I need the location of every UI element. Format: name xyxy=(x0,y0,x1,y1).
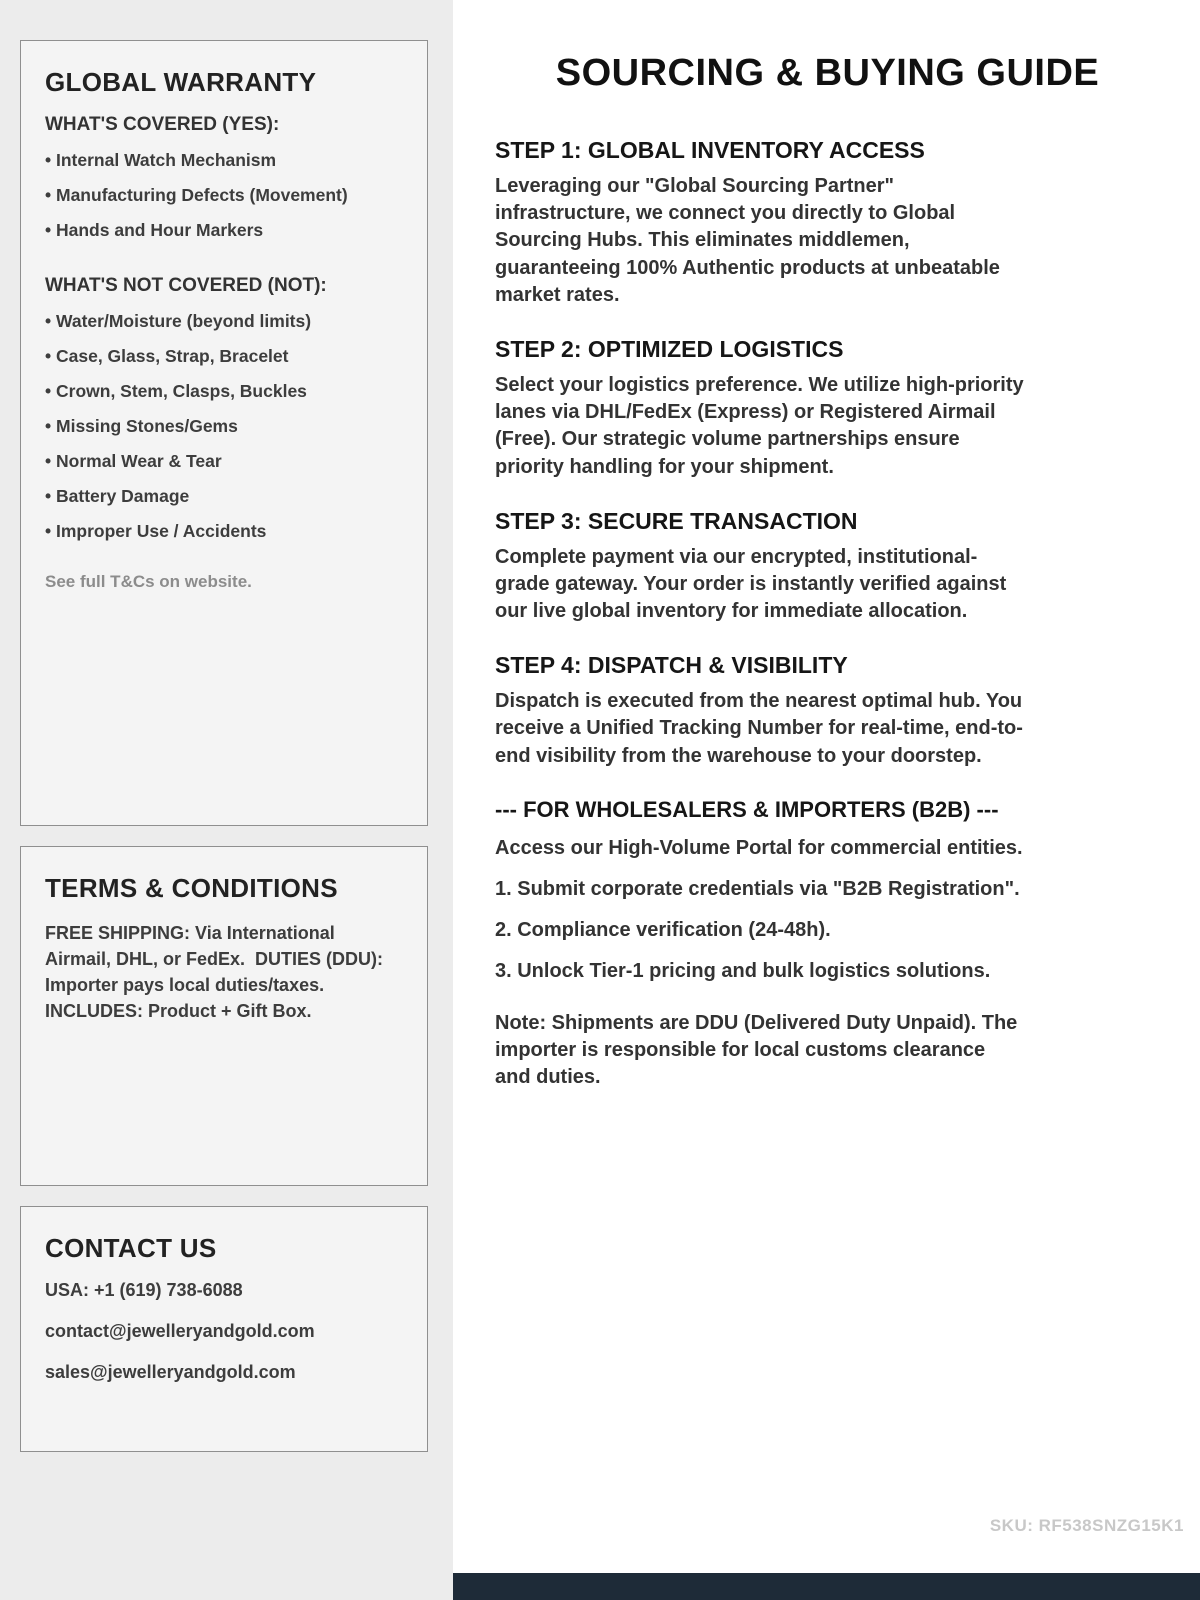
contact-email-sales: sales@jewelleryandgold.com xyxy=(45,1362,296,1382)
warranty-covered-item: • Hands and Hour Markers xyxy=(45,220,403,241)
b2b-section xyxy=(495,797,1160,1091)
warranty-not-covered-item: • Water/Moisture (beyond limits) xyxy=(45,311,403,332)
contact-email-primary: contact@jewelleryandgold.com xyxy=(45,1321,315,1341)
warranty-not-covered-heading: WHAT'S NOT COVERED (NOT): xyxy=(45,275,327,296)
warranty-covered-heading: WHAT'S COVERED (YES): xyxy=(45,114,280,135)
warranty-not-covered-item: • Crown, Stem, Clasps, Buckles xyxy=(45,381,403,402)
warranty-card xyxy=(20,40,428,826)
step-3-body: Complete payment via our encrypted, institutional-grade gateway. Your order is instantly verified against our live global inventory for immediate allocation. xyxy=(495,545,1007,623)
warranty-covered-item: • Manufacturing Defects (Movement) xyxy=(45,185,403,206)
contact-card xyxy=(20,1206,428,1452)
b2b-note: Note: Shipments are DDU (Delivered Duty Unpaid). The importer is responsible for local customs clearance and duties. xyxy=(495,1011,1018,1088)
step-3-heading: STEP 3: SECURE TRANSACTION xyxy=(495,507,858,534)
contact-title: CONTACT US xyxy=(45,1233,217,1263)
footer-bar xyxy=(453,1573,1200,1600)
b2b-item: 2. Compliance verification (24-48h). xyxy=(495,919,831,942)
warranty-not-covered-item: • Case, Glass, Strap, Bracelet xyxy=(45,346,403,367)
contact-phone: USA: +1 (619) 738-6088 xyxy=(45,1280,243,1300)
step-1-section xyxy=(495,137,1160,309)
warranty-not-covered-item: • Battery Damage xyxy=(45,486,403,507)
main-content xyxy=(453,0,1200,1600)
sidebar xyxy=(0,0,453,1600)
warranty-not-covered-item: • Missing Stones/Gems xyxy=(45,416,403,437)
terms-card xyxy=(20,846,428,1186)
step-2-body: Select your logistics preference. We utilize high-priority lanes via DHL/FedEx (Express) or Registered Airmail (Free). Our strategic volume partnerships ensure priority handling for your shipment. xyxy=(495,373,1024,478)
step-3-section xyxy=(495,508,1160,626)
step-4-heading: STEP 4: DISPATCH & VISIBILITY xyxy=(495,652,848,679)
step-1-body: Leveraging our "Global Sourcing Partner" infrastructure, we connect you directly to Global Sourcing Hubs. This eliminates middlemen, guaranteeing 100% Authentic products at unbeatable market rates. xyxy=(495,175,1000,306)
warranty-title: GLOBAL WARRANTY xyxy=(45,67,317,97)
b2b-intro: Access our High-Volume Portal for commercial entities. xyxy=(495,836,1023,859)
warranty-covered-item: • Internal Watch Mechanism xyxy=(45,150,403,171)
warranty-not-covered-item: • Normal Wear & Tear xyxy=(45,451,403,472)
b2b-item: 1. Submit corporate credentials via "B2B Registration". xyxy=(495,878,1020,900)
step-4-section xyxy=(495,652,1160,770)
warranty-not-covered-item: • Improper Use / Accidents xyxy=(45,521,403,542)
terms-body: FREE SHIPPING: Via International Airmail, DHL, or FedEx. DUTIES (DDU): Importer pays local duties/taxes. INCLUDES: Product + Gift Box. xyxy=(45,923,389,1022)
sku-label: SKU: RF538SNZG15K1 xyxy=(989,1516,1184,1535)
step-2-heading: STEP 2: OPTIMIZED LOGISTICS xyxy=(495,335,844,362)
b2b-heading: --- FOR WHOLESALERS & IMPORTERS (B2B) --- xyxy=(495,796,999,822)
page-title: SOURCING & BUYING GUIDE xyxy=(555,52,1100,94)
terms-title: TERMS & CONDITIONS xyxy=(45,873,338,903)
warranty-footnote: See full T&Cs on website. xyxy=(45,572,252,591)
step-4-body: Dispatch is executed from the nearest optimal hub. You receive a Unified Tracking Number for real-time, end-to-end visibility from the warehouse to your doorstep. xyxy=(495,690,1023,767)
b2b-item: 3. Unlock Tier-1 pricing and bulk logistics solutions. xyxy=(495,960,991,983)
step-1-heading: STEP 1: GLOBAL INVENTORY ACCESS xyxy=(495,137,925,163)
step-2-section xyxy=(495,336,1160,481)
